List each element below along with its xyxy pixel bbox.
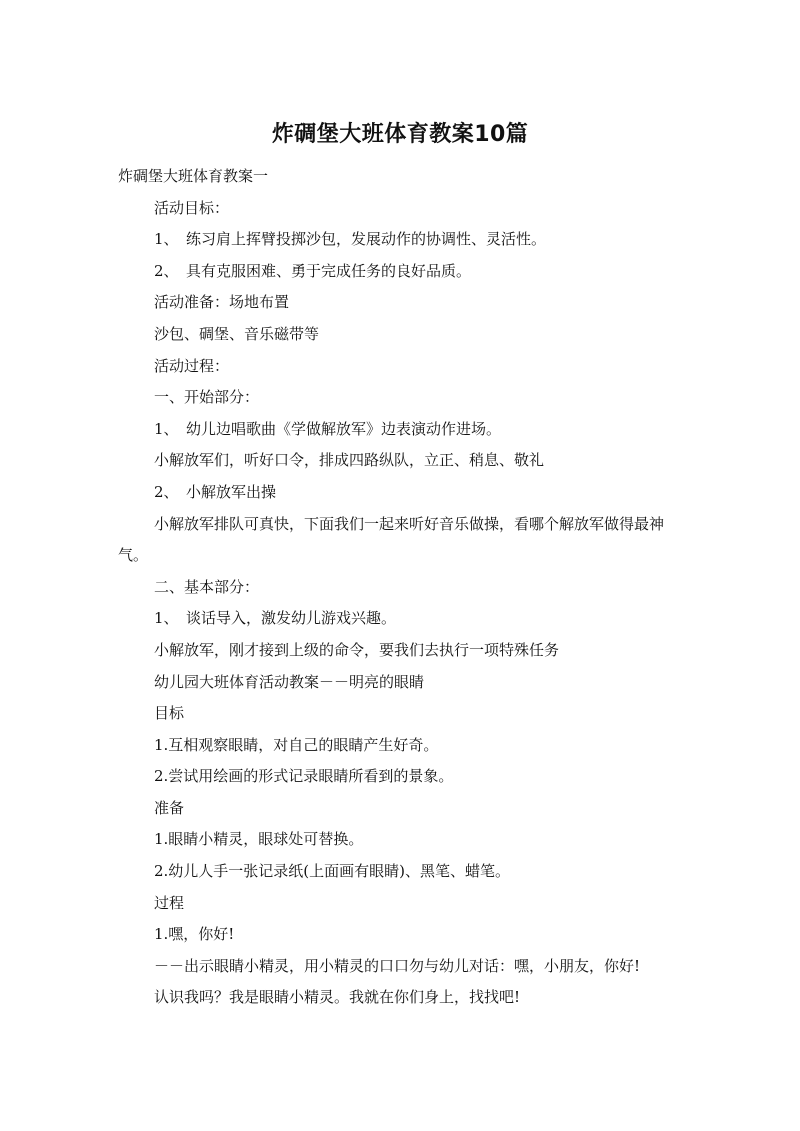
paragraph: 过程 — [154, 893, 185, 912]
paragraph: 目标 — [154, 704, 185, 723]
paragraph: 活动准备：场地布置 — [154, 293, 290, 312]
paragraph: 小解放军，刚才接到上级的命令，要我们去执行一项特殊任务 — [154, 640, 560, 659]
paragraph: 二、基本部分： — [154, 577, 260, 596]
paragraph: 炸碉堡大班体育教案一 — [118, 167, 269, 185]
document-body — [118, 161, 678, 1014]
paragraph: 1、 练习肩上挥臂投掷沙包，发展动作的协调性、灵活性。 — [154, 230, 547, 249]
paragraph: 幼儿园大班体育活动教案－－明亮的眼睛 — [154, 672, 425, 691]
paragraph: 1.嘿，你好! — [154, 925, 235, 944]
paragraph: 小解放军们，听好口令，排成四路纵队，立正、稍息、敬礼 — [154, 451, 545, 470]
paragraph: 1、 幼儿边唱歌曲《学做解放军》边表演动作进场。 — [154, 419, 502, 438]
paragraph: 1、 谈话导入，激发幼儿游戏兴趣。 — [154, 609, 397, 628]
paragraph: 2、 具有克服困难、勇于完成任务的良好品质。 — [154, 261, 472, 280]
paragraph: 小解放军排队可真快，下面我们一起来听好音乐做操，看哪个解放军做得最神气。 — [118, 514, 665, 565]
paragraph: 1.眼睛小精灵，眼球处可替换。 — [154, 830, 364, 849]
document-title: 炸碉堡大班体育教案10篇 — [271, 122, 529, 147]
paragraph: 2.尝试用绘画的形式记录眼睛所看到的景象。 — [154, 767, 454, 786]
paragraph: 2.幼儿人手一张记录纸(上面画有眼睛)、黑笔、蜡笔。 — [154, 862, 511, 881]
paragraph: 准备 — [154, 798, 185, 817]
paragraph: 1.互相观察眼睛，对自己的眼睛产生好奇。 — [154, 735, 439, 754]
paragraph: 活动目标： — [154, 198, 230, 217]
paragraph: 一、开始部分： — [154, 388, 260, 407]
paragraph: 活动过程： — [154, 356, 230, 375]
paragraph: －－出示眼睛小精灵，用小精灵的口口勿与幼儿对话：嘿，小朋友，你好! — [154, 956, 641, 975]
paragraph: 2、 小解放军出操 — [154, 482, 277, 501]
paragraph: 认识我吗？我是眼睛小精灵。我就在你们身上，找找吧! — [154, 988, 521, 1007]
paragraph: 沙包、碉堡、音乐磁带等 — [154, 324, 320, 343]
